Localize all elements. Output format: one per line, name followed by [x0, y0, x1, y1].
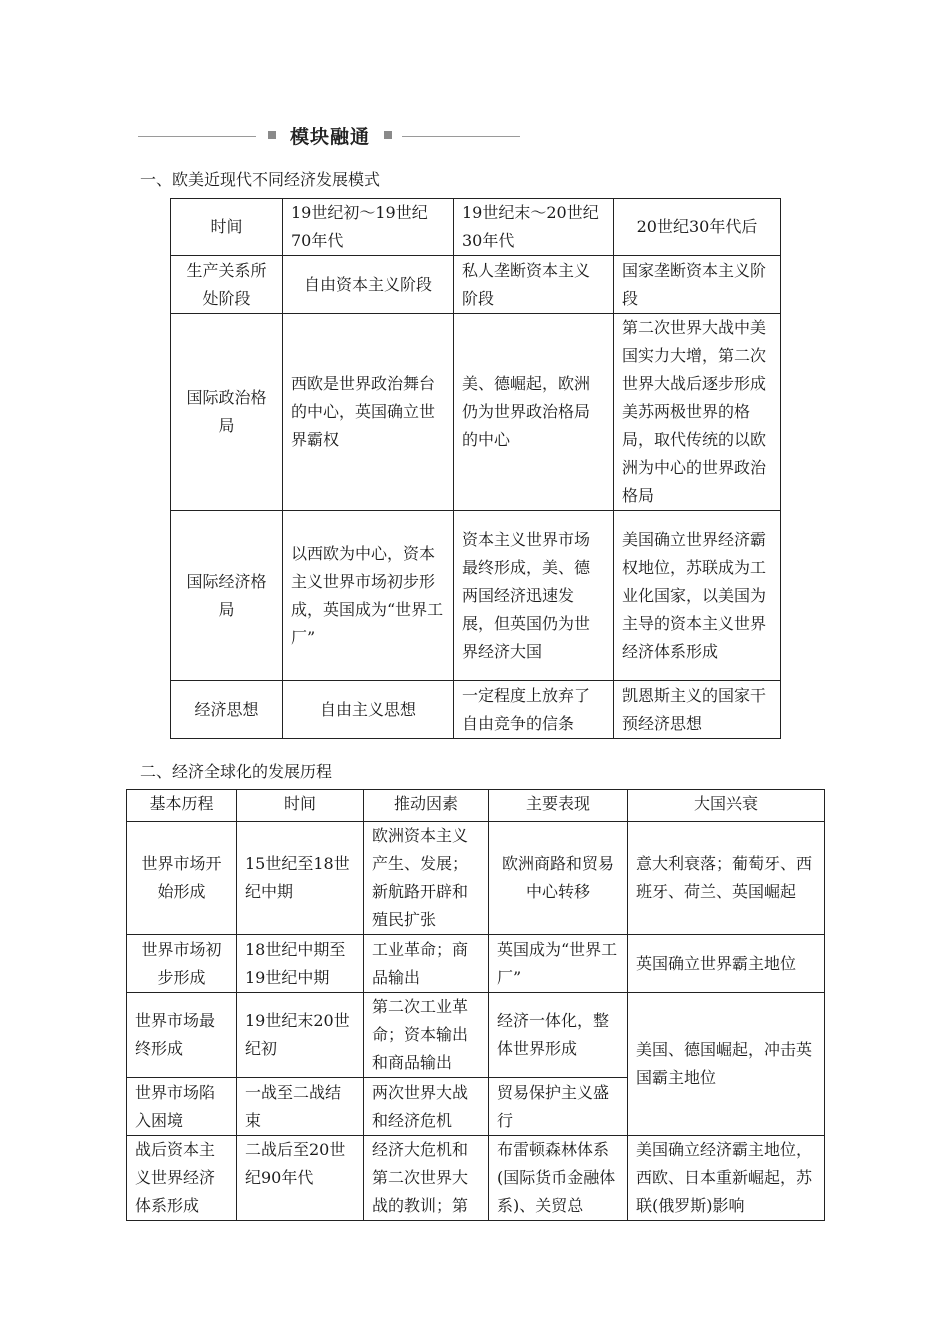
table-row-label: 国际经济格局 [171, 511, 283, 681]
table-row [171, 511, 781, 681]
table-header-cell: 19世纪末～20世纪30年代 [454, 199, 614, 256]
table-header-cell: 大国兴衰 [628, 790, 825, 822]
table-cell: 第二次世界大战中美国实力大增，第二次世界大战后逐步形成美苏两极世界的格局，取代传统的以欧洲为中心的世界政治格局 [614, 314, 781, 511]
table-cell: 英国确立世界霸主地位 [628, 935, 825, 993]
table-header-cell: 基本历程 [127, 790, 237, 822]
table-cell: 15世纪至18世纪中期 [237, 822, 364, 935]
table-cell: 自由主义思想 [283, 681, 454, 739]
table-cell: 美国确立经济霸主地位，西欧、日本重新崛起，苏联(俄罗斯)影响 [628, 1136, 825, 1221]
table-cell: 欧洲商路和贸易中心转移 [489, 822, 628, 935]
table-row-label: 战后资本主义世界经济体系形成 [127, 1136, 237, 1221]
table-cell: 美国确立世界经济霸权地位，苏联成为工业化国家，以美国为主导的资本主义世界经济体系形成 [614, 511, 781, 681]
table-cell: 经济大危机和第二次世界大战的教训；第 [364, 1136, 489, 1221]
table-cell: 经济一体化，整体世界形成 [489, 993, 628, 1078]
table-header-cell: 时间 [171, 199, 283, 256]
banner-left-square-icon [268, 131, 276, 139]
table-cell: 18世纪中期至19世纪中期 [237, 935, 364, 993]
table-cell: 布雷顿森林体系(国际货币金融体系)、关贸总 [489, 1136, 628, 1221]
table-row [171, 314, 781, 511]
table-row-label: 世界市场陷入困境 [127, 1078, 237, 1136]
globalization-table [126, 789, 825, 1221]
table-row-label: 世界市场开始形成 [127, 822, 237, 935]
table-cell: 两次世界大战和经济危机 [364, 1078, 489, 1136]
table-cell: 国家垄断资本主义阶段 [614, 256, 781, 314]
table-cell: 一战至二战结束 [237, 1078, 364, 1136]
table-row [127, 822, 825, 935]
section1-heading: 一、欧美近现代不同经济发展模式 [140, 170, 381, 189]
banner-left-rule [138, 136, 256, 137]
table-row-label: 生产关系所处阶段 [171, 256, 283, 314]
table-cell: 美、德崛起，欧洲仍为世界政治格局的中心 [454, 314, 614, 511]
table-row [171, 256, 781, 314]
table-cell: 一定程度上放弃了自由竞争的信条 [454, 681, 614, 739]
table-row-label: 世界市场最终形成 [127, 993, 237, 1078]
economic-models-table [170, 198, 781, 739]
table-cell: 以西欧为中心，资本主义世界市场初步形成，英国成为“世界工厂” [283, 511, 454, 681]
table-row [127, 993, 825, 1078]
banner-right-square-icon [384, 131, 392, 139]
table-row-label: 世界市场初步形成 [127, 935, 237, 993]
section2-heading: 二、经济全球化的发展历程 [140, 762, 333, 781]
table-row [127, 1136, 825, 1221]
table-cell: 二战后至20世纪90年代 [237, 1136, 364, 1221]
module-banner [138, 122, 520, 152]
table-cell: 资本主义世界市场最终形成，美、德两国经济迅速发展，但英国仍为世界经济大国 [454, 511, 614, 681]
table-cell: 19世纪末20世纪初 [237, 993, 364, 1078]
table-header-row [171, 199, 781, 256]
table-cell: 自由资本主义阶段 [283, 256, 454, 314]
table-row-label: 国际政治格局 [171, 314, 283, 511]
table-row-label: 经济思想 [171, 681, 283, 739]
table-cell: 美国、德国崛起，冲击英国霸主地位 [628, 993, 825, 1136]
table-header-cell: 20世纪30年代后 [614, 199, 781, 256]
table-cell: 欧洲资本主义产生、发展；新航路开辟和殖民扩张 [364, 822, 489, 935]
banner-right-rule [402, 136, 520, 137]
table-header-cell: 时间 [237, 790, 364, 822]
table-row [127, 935, 825, 993]
banner-title: 模块融通 [289, 126, 370, 148]
table-row [171, 681, 781, 739]
table-header-cell: 主要表现 [489, 790, 628, 822]
table-cell: 私人垄断资本主义阶段 [454, 256, 614, 314]
table-cell: 贸易保护主义盛行 [489, 1078, 628, 1136]
table-header-cell: 推动因素 [364, 790, 489, 822]
table-cell: 凯恩斯主义的国家干预经济思想 [614, 681, 781, 739]
table-cell: 工业革命；商品输出 [364, 935, 489, 993]
table-cell: 第二次工业革命；资本输出和商品输出 [364, 993, 489, 1078]
table-cell: 英国成为“世界工厂” [489, 935, 628, 993]
table-cell: 西欧是世界政治舞台的中心，英国确立世界霸权 [283, 314, 454, 511]
table-header-cell: 19世纪初～19世纪70年代 [283, 199, 454, 256]
table-header-row [127, 790, 825, 822]
table-cell: 意大利衰落；葡萄牙、西班牙、荷兰、英国崛起 [628, 822, 825, 935]
